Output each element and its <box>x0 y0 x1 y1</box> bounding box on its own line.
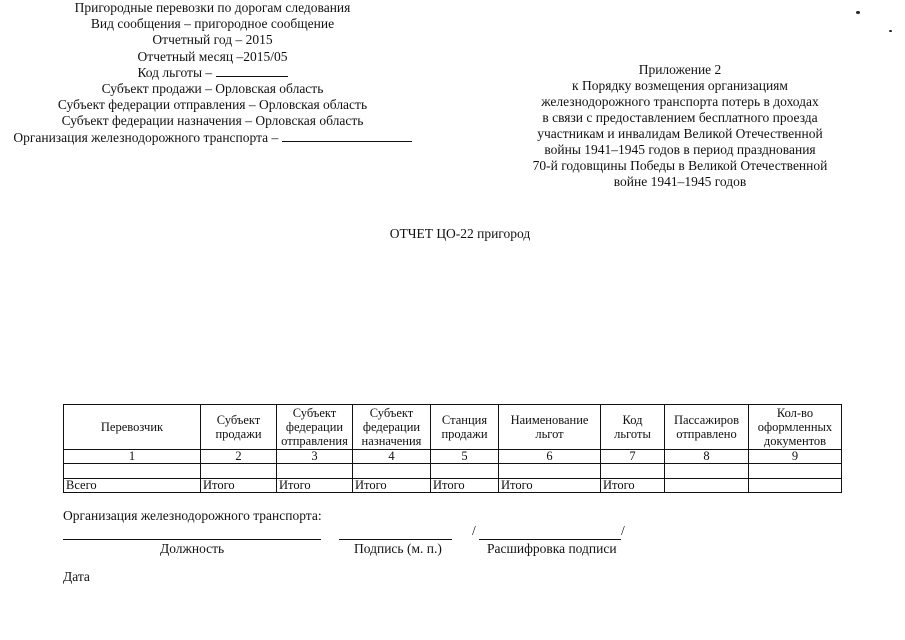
column-number: 8 <box>665 450 749 464</box>
column-header: Наименование льгот <box>499 405 601 450</box>
total-cell: Итого <box>277 479 353 493</box>
table-cell <box>601 464 665 479</box>
total-cell: Итого <box>431 479 499 493</box>
column-number: 4 <box>353 450 431 464</box>
total-cell: Итого <box>601 479 665 493</box>
appendix-line: 70-й годовщины Победы в Великой Отечественной <box>532 158 828 173</box>
total-cell: Итого <box>353 479 431 493</box>
table-cell <box>353 464 431 479</box>
table-cell <box>665 464 749 479</box>
appendix-line: участникам и инвалидам Великой Отечественной <box>537 126 823 141</box>
total-cell <box>749 479 842 493</box>
report-month: Отчетный месяц –2015/05 <box>137 48 288 64</box>
rail-org-blank <box>282 130 412 142</box>
table-cell <box>201 464 277 479</box>
total-cell: Всего <box>64 479 201 493</box>
report-table <box>63 404 842 493</box>
signature-decode-line <box>479 539 621 540</box>
column-number: 6 <box>499 450 601 464</box>
total-cell: Итого <box>201 479 277 493</box>
sale-subject: Субъект продажи – Орловская область <box>101 81 324 97</box>
transport-type: Пригородные перевозки по дорогам следования <box>74 0 351 15</box>
column-header: Перевозчик <box>64 405 201 450</box>
report-title: ОТЧЕТ ЦО-22 пригород <box>389 226 531 241</box>
table-cell <box>277 464 353 479</box>
appendix-line: войне 1941–1945 годов <box>613 174 747 189</box>
table-header-row <box>64 405 842 450</box>
column-header: Субъект федерации назначения <box>353 405 431 450</box>
scan-speck <box>889 30 892 32</box>
appendix-line: железнодорожного транспорта потерь в доходах <box>541 94 819 109</box>
message-type: Вид сообщения – пригородное сообщение <box>90 16 335 32</box>
report-parameters <box>0 0 425 146</box>
total-cell: Итого <box>499 479 601 493</box>
table-cell <box>431 464 499 479</box>
slash-left: / <box>472 523 476 538</box>
appendix-header <box>500 62 860 190</box>
benefit-code-label: Код льготы – <box>137 64 216 80</box>
column-number: 1 <box>64 450 201 464</box>
departure-subject: Субъект федерации отправления – Орловская область <box>57 97 368 113</box>
decode-caption: Расшифровка подписи <box>487 541 617 556</box>
table-cell <box>749 464 842 479</box>
column-header: Станция продажи <box>431 405 499 450</box>
column-number: 7 <box>601 450 665 464</box>
total-cell <box>665 479 749 493</box>
column-header: Код льготы <box>601 405 665 450</box>
rail-org-label: Организация железнодорожного транспорта – <box>13 129 282 145</box>
benefit-code-row <box>0 65 425 81</box>
signature-line <box>339 539 452 540</box>
destination-subject: Субъект федерации назначения – Орловская область <box>61 113 364 129</box>
column-number: 3 <box>277 450 353 464</box>
column-number: 9 <box>749 450 842 464</box>
appendix-line: Приложение 2 <box>638 62 722 77</box>
column-number: 2 <box>201 450 277 464</box>
slash-right: / <box>621 523 625 538</box>
date-label: Дата <box>63 569 90 584</box>
scan-speck <box>856 11 860 14</box>
table-row <box>64 464 842 479</box>
column-header: Субъект продажи <box>201 405 277 450</box>
position-line <box>63 539 321 540</box>
appendix-line: войны 1941–1945 годов в период празднования <box>544 142 816 157</box>
column-number: 5 <box>431 450 499 464</box>
column-number-row <box>64 450 842 464</box>
column-header: Пассажиров отправлено <box>665 405 749 450</box>
table-cell <box>499 464 601 479</box>
column-header: Кол-во оформленных документов <box>749 405 842 450</box>
rail-org-row <box>0 130 425 146</box>
report-year: Отчетный год – 2015 <box>152 32 273 48</box>
appendix-line: в связи с предоставлением бесплатного проезда <box>542 110 818 125</box>
appendix-line: к Порядку возмещения организациям <box>572 78 788 93</box>
benefit-code-blank <box>216 65 288 77</box>
total-row <box>64 479 842 493</box>
signature-caption: Подпись (м. п.) <box>354 541 442 556</box>
table-cell <box>64 464 201 479</box>
column-header: Субъект федерации отправления <box>277 405 353 450</box>
position-caption: Должность <box>160 541 225 556</box>
signature-org-label: Организация железнодорожного транспорта: <box>63 508 322 523</box>
